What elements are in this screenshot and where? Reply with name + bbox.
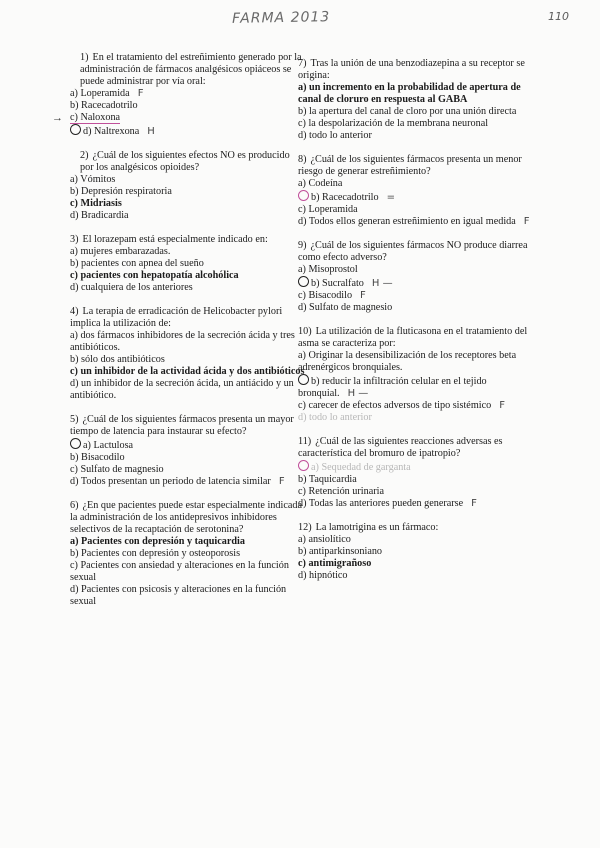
option-11c: c) Retención urinaria: [298, 486, 384, 497]
handwritten-title: FARMA 2013: [231, 9, 331, 27]
option-2d: d) Bradicardia: [70, 210, 129, 221]
question-3: [70, 234, 305, 294]
question-9: [298, 240, 533, 314]
question-stem: 2) ¿Cuál de los siguientes efectos NO es producido por los analgésicos opioides?: [80, 150, 290, 173]
question-1: [52, 52, 305, 138]
option-3d: d) cualquiera de los anteriores: [70, 282, 193, 293]
answer-circle-icon: [70, 438, 81, 449]
page-number: 110: [548, 10, 569, 23]
option-8b: b) Racecadotrilo =: [298, 190, 533, 204]
option-12a: a) ansiolítico: [298, 534, 351, 545]
option-6b: b) Pacientes con depresión y osteoporosis: [70, 548, 241, 559]
question-stem: 5) ¿Cuál de los siguientes fármacos presenta un mayor tiempo de latencia para instaurar su efecto?: [70, 414, 294, 437]
option-6a: a) Pacientes con depresión y taquicardia: [70, 536, 245, 547]
option-1b: b) Racecadotrilo: [70, 100, 138, 111]
option-7a: a) un incremento en la probabilidad de apertura de canal de cloruro en respuesta al GABA: [298, 82, 521, 105]
option-10b: b) reducir la infiltración celular en el tejido bronquial. H —: [298, 376, 487, 399]
option-12c: c) antimigrañoso: [298, 558, 372, 569]
left-column: [52, 52, 305, 620]
option-7d: d) todo lo anterior: [298, 130, 372, 141]
option-7b: b) la apertura del canal de cloro por una unión directa: [298, 106, 517, 117]
option-9d: d) Sulfato de magnesio: [298, 302, 393, 313]
option-3b: b) pacientes con apnea del sueño: [70, 258, 204, 269]
answer-circle-icon: [298, 190, 309, 201]
option-1c: → c) Naloxona: [52, 112, 121, 124]
question-8: [298, 154, 533, 228]
question-stem: 10) La utilización de la fluticasona en el tratamiento del asma se caracteriza por:: [298, 326, 528, 349]
question-6: [70, 500, 305, 608]
option-9a: a) Misoprostol: [298, 264, 358, 275]
option-1a: a) Loperamida F: [70, 88, 144, 99]
option-6c: c) Pacientes con ansiedad y alteraciones en la función sexual: [70, 560, 289, 583]
question-stem: 1) En el tratamiento del estreñimiento generado por la administración de fármacos analgésicos opiáceos se puede administrar por vía oral:: [80, 52, 302, 87]
question-stem: 4) La terapia de erradicación de Helicobacter pylori implica la utilización de:: [70, 306, 283, 329]
option-12b: b) antiparkinsoniano: [298, 546, 383, 557]
question-4: [70, 306, 305, 402]
question-stem: 11) ¿Cuál de las siguientes reacciones adversas es característica del bromuro de ipatropio?: [298, 436, 503, 459]
option-5d: d) Todos presentan un periodo de latencia similar F: [70, 476, 285, 487]
question-5: [70, 414, 305, 488]
option-9b: b) Sucralfato H —: [298, 276, 533, 290]
option-3c: c) pacientes con hepatopatía alcohólica: [70, 270, 239, 281]
option-4c: c) un inhibidor de la actividad ácida y dos antibióticos: [70, 366, 305, 377]
option-2a: a) Vómitos: [70, 174, 116, 185]
option-10d: d) todo lo anterior: [298, 412, 372, 423]
question-7: [298, 58, 533, 142]
question-stem: 3) El lorazepam está especialmente indicado en:: [70, 234, 268, 245]
question-11: [298, 436, 533, 510]
arrow-mark-icon: →: [52, 112, 63, 124]
question-2: [70, 150, 305, 222]
option-10c: c) carecer de efectos adversos de tipo sistémico F: [298, 400, 505, 411]
option-2b: b) Depresión respiratoria: [70, 186, 172, 197]
option-11a: a) Sequedad de garganta: [298, 460, 533, 474]
option-5c: c) Sulfato de magnesio: [70, 464, 164, 475]
option-11b: b) Taquicardia: [298, 474, 357, 485]
question-stem: 12) La lamotrigina es un fármaco:: [298, 522, 439, 533]
option-3a: a) mujeres embarazadas.: [70, 246, 171, 257]
answer-circle-icon: [298, 276, 309, 287]
option-4d: d) un inhibidor de la secreción ácida, un antiácido y un antibiótico.: [70, 378, 294, 401]
option-5a: a) Lactulosa: [70, 438, 305, 452]
option-4a: a) dos fármacos inhibidores de la secreción ácida y tres antibióticos.: [70, 330, 295, 353]
option-4b: b) sólo dos antibióticos: [70, 354, 165, 365]
option-8d: d) Todos ellos generan estreñimiento en igual medida F: [298, 216, 530, 227]
option-8a: a) Codeína: [298, 178, 343, 189]
option-10a: a) Originar la desensibilización de los receptores beta adrenérgicos bronquiales.: [298, 350, 517, 373]
option-2c: c) Midriasis: [70, 198, 122, 209]
option-6d: d) Pacientes con psicosis y alteraciones en la función sexual: [70, 584, 287, 607]
question-10: [298, 326, 533, 424]
answer-circle-icon: [298, 374, 309, 385]
question-stem: 7) Tras la unión de una benzodiazepina a su receptor se origina:: [298, 58, 525, 81]
option-12d: d) hipnótico: [298, 570, 348, 581]
option-1d: d) Naltrexona H: [70, 124, 305, 138]
question-stem: 8) ¿Cuál de los siguientes fármacos presenta un menor riesgo de generar estreñimiento?: [298, 154, 522, 177]
option-9c: c) Bisacodilo F: [298, 290, 366, 301]
answer-circle-icon: [298, 460, 309, 471]
option-8c: c) Loperamida: [298, 204, 358, 215]
question-stem: 6) ¿En que pacientes puede estar especialmente indicada la administración de los antidepresivos inhibidores selectivos de la recaptación de serotonina?: [70, 500, 302, 535]
question-12: [298, 522, 533, 582]
right-column: [298, 58, 533, 594]
answer-circle-icon: [70, 124, 81, 135]
option-11d: d) Todas las anteriores pueden generarse F: [298, 498, 477, 509]
option-7c: c) la despolarización de la membrana neuronal: [298, 118, 489, 129]
question-stem: 9) ¿Cuál de los siguientes fármacos NO produce diarrea como efecto adverso?: [298, 240, 528, 263]
option-5b: b) Bisacodilo: [70, 452, 125, 463]
